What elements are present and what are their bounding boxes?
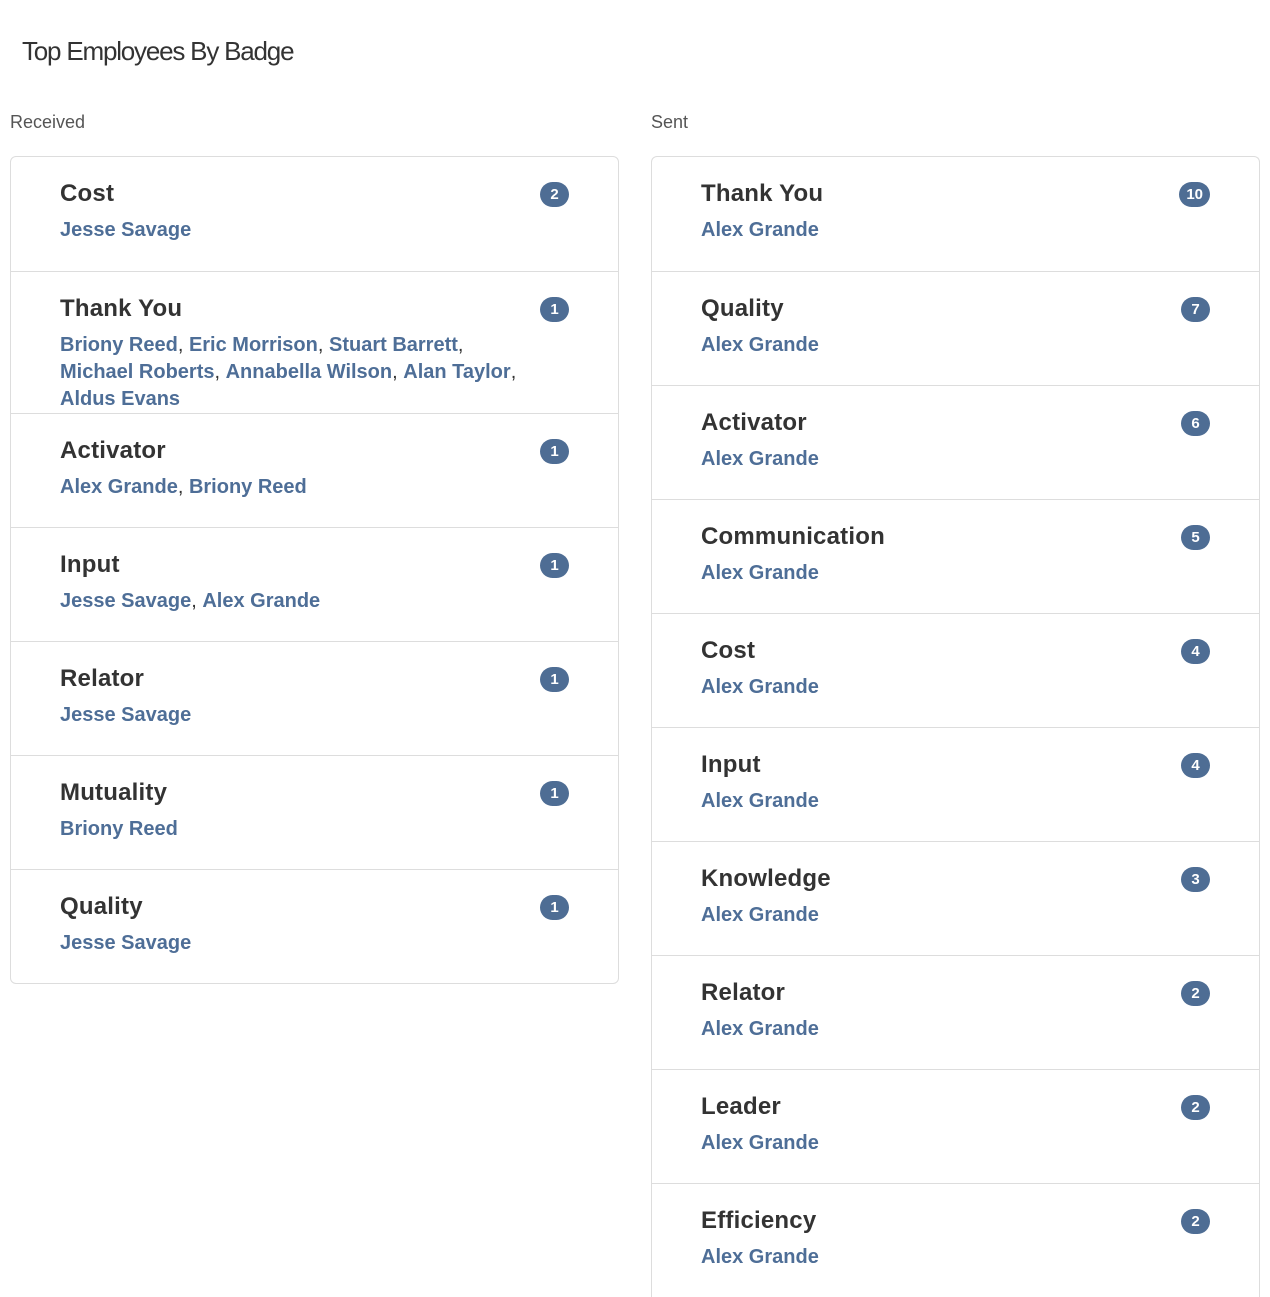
list-item — [11, 869, 618, 983]
employee-link[interactable]: Alex Grande — [701, 904, 819, 926]
employee-names — [701, 788, 1169, 815]
received-list — [10, 156, 619, 984]
list-item — [11, 641, 618, 755]
employee-link[interactable]: Jesse Savage — [60, 219, 192, 241]
badge-name: Input — [60, 551, 120, 578]
count-badge: 1 — [540, 781, 569, 806]
badge-name: Knowledge — [701, 865, 831, 892]
badge-name: Input — [701, 751, 761, 778]
badge-name: Cost — [701, 637, 756, 664]
count-badge: 2 — [540, 182, 569, 207]
employee-link[interactable]: Alex Grande — [202, 590, 321, 612]
badge-name: Activator — [60, 437, 166, 464]
sent-column — [651, 110, 1260, 1297]
employee-names: Alex Grande, Briony Reed — [60, 476, 307, 498]
count-badge: 3 — [1181, 867, 1210, 892]
list-item — [652, 271, 1259, 385]
count-badge: 1 — [540, 439, 569, 464]
list-item — [11, 271, 618, 413]
count-badge: 7 — [1181, 297, 1210, 322]
employee-names: Briony Reed, Eric Morrison, Stuart Barrett, Michael Roberts, Annabella Wilson, Alan Taylor, Aldus Evans — [60, 334, 517, 410]
count-badge: 2 — [1181, 1095, 1210, 1120]
count-badge: 4 — [1181, 639, 1210, 664]
employee-link[interactable]: Annabella Wilson — [225, 361, 393, 383]
sent-list — [651, 156, 1260, 1297]
sent-label: Sent — [651, 112, 689, 132]
employee-names — [701, 1016, 1169, 1043]
employee-link[interactable]: Jesse Savage — [60, 590, 192, 612]
employee-link[interactable]: Stuart Barrett — [328, 334, 458, 356]
employee-link[interactable]: Alan Taylor — [403, 361, 511, 383]
employee-names — [701, 902, 1169, 929]
list-item — [652, 1183, 1259, 1297]
list-item — [11, 755, 618, 869]
count-badge: 4 — [1181, 753, 1210, 778]
employee-link[interactable]: Alex Grande — [60, 476, 178, 498]
employee-names — [701, 560, 1169, 587]
badge-name: Activator — [701, 409, 807, 436]
employee-link[interactable]: Eric Morrison — [188, 334, 318, 356]
list-item — [652, 499, 1259, 613]
count-badge: 1 — [540, 297, 569, 322]
employee-link[interactable]: Briony Reed — [60, 334, 178, 356]
employee-names: Jesse Savage, Alex Grande — [60, 590, 321, 612]
count-badge: 10 — [1179, 182, 1210, 207]
employee-link[interactable]: Alex Grande — [701, 219, 819, 241]
badge-name: Efficiency — [701, 1207, 817, 1234]
employee-link[interactable]: Alex Grande — [701, 1018, 819, 1040]
employee-names — [701, 332, 1169, 359]
badge-name: Relator — [60, 665, 145, 692]
employee-link[interactable]: Alex Grande — [701, 448, 819, 470]
employee-link[interactable]: Alex Grande — [701, 676, 819, 698]
list-item — [652, 613, 1259, 727]
received-column — [10, 110, 619, 984]
employee-link[interactable]: Briony Reed — [60, 818, 178, 840]
count-badge: 2 — [1181, 981, 1210, 1006]
employee-names — [60, 816, 528, 843]
list-item — [652, 1069, 1259, 1183]
employee-link[interactable]: Jesse Savage — [60, 932, 192, 954]
count-badge: 5 — [1181, 525, 1210, 550]
employee-link[interactable]: Michael Roberts — [60, 361, 215, 383]
employee-link[interactable]: Briony Reed — [188, 476, 307, 498]
page-title: Top Employees By Badge — [22, 36, 294, 66]
list-item — [11, 413, 618, 527]
employee-link[interactable]: Alex Grande — [701, 790, 819, 812]
list-item — [652, 841, 1259, 955]
employee-names — [701, 674, 1169, 701]
employee-link[interactable]: Aldus Evans — [60, 388, 181, 410]
employee-names — [701, 217, 1169, 244]
employee-link[interactable]: Alex Grande — [701, 1246, 819, 1268]
badge-name: Quality — [60, 893, 143, 920]
badge-name: Leader — [701, 1093, 781, 1120]
employee-link[interactable]: Alex Grande — [701, 334, 819, 356]
badge-name: Cost — [60, 180, 115, 207]
list-item — [11, 527, 618, 641]
badge-name: Thank You — [60, 295, 183, 322]
count-badge: 6 — [1181, 411, 1210, 436]
employee-names — [60, 217, 528, 244]
count-badge: 1 — [540, 553, 569, 578]
list-item — [652, 955, 1259, 1069]
count-badge: 2 — [1181, 1209, 1210, 1234]
employee-link[interactable]: Jesse Savage — [60, 704, 192, 726]
badge-name: Communication — [701, 523, 885, 550]
employee-link[interactable]: Alex Grande — [701, 1132, 819, 1154]
employee-names — [60, 930, 528, 957]
count-badge: 1 — [540, 895, 569, 920]
badge-name: Quality — [701, 295, 784, 322]
employee-names — [60, 702, 528, 729]
badge-name: Mutuality — [60, 779, 168, 806]
employee-names — [701, 1244, 1169, 1271]
badge-name: Relator — [701, 979, 786, 1006]
received-label: Received — [10, 112, 86, 132]
list-item — [652, 385, 1259, 499]
list-item — [11, 157, 618, 271]
employee-names — [701, 446, 1169, 473]
employee-names — [701, 1130, 1169, 1157]
list-item — [652, 727, 1259, 841]
employee-link[interactable]: Alex Grande — [701, 562, 819, 584]
count-badge: 1 — [540, 667, 569, 692]
list-item — [652, 157, 1259, 271]
badge-name: Thank You — [701, 180, 824, 207]
